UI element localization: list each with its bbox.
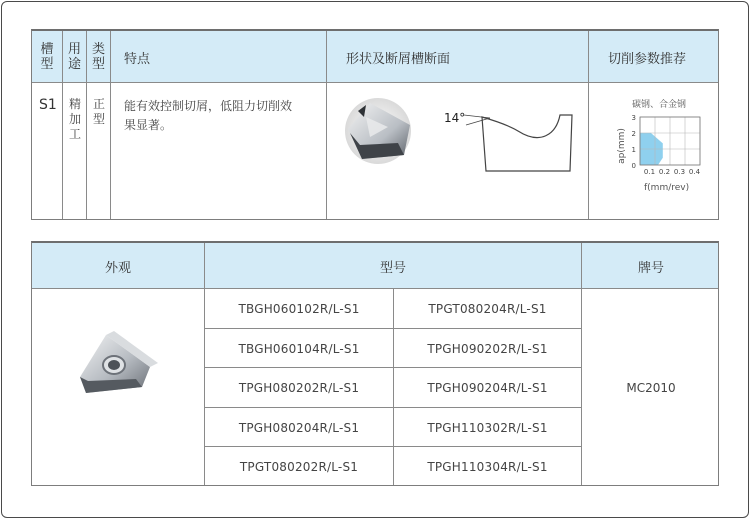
header-features: 特点 (124, 51, 151, 67)
header-grade: 牌号 (637, 260, 664, 276)
header-shape: 形状及断屑槽断面 (346, 51, 451, 67)
rake-angle-label: 14° (444, 111, 466, 125)
header-groove-type: 槽 型 (40, 42, 54, 72)
usage-value: 精 加 工 (68, 97, 81, 141)
groove-cross-section (462, 105, 582, 175)
header-appearance: 外观 (104, 260, 131, 276)
model-cell: TPGH080202R/L-S1 (238, 380, 360, 395)
model-cell: TPGT080204R/L-S1 (428, 301, 547, 316)
param-xtick: 0.1 (643, 168, 656, 176)
param-ytick: 2 (631, 130, 636, 138)
model-cell: TPGH110304R/L-S1 (427, 459, 548, 474)
param-ytick: 1 (631, 146, 636, 154)
model-cell: TPGT080202R/L-S1 (239, 459, 359, 474)
param-chart (626, 111, 706, 179)
groove-code: S1 (39, 97, 57, 113)
model-cell: TPGH090202R/L-S1 (427, 341, 548, 356)
header-params: 切削参数推荐 (608, 51, 687, 67)
param-xtick: 0.2 (658, 168, 671, 176)
groove-spec-table (31, 29, 719, 220)
param-chart-xlabel: f(mm/rev) (644, 183, 690, 193)
header-model: 型号 (379, 260, 406, 276)
header-type: 类 型 (91, 42, 105, 72)
grade-value: MC2010 (626, 380, 676, 395)
model-cell: TBGH060104R/L-S1 (238, 341, 360, 356)
model-cell: TPGH110302R/L-S1 (427, 420, 548, 435)
param-ytick: 3 (631, 114, 636, 122)
insert-corner-image (340, 97, 416, 165)
param-xtick: 0.4 (688, 168, 701, 176)
model-table (31, 241, 719, 486)
param-chart-title: 碳钢、合金钢 (632, 100, 687, 110)
header-usage: 用 途 (67, 42, 81, 72)
model-cell: TPGH090204R/L-S1 (427, 380, 548, 395)
model-cell: TPGH080204R/L-S1 (238, 420, 360, 435)
type-value: 正 型 (92, 97, 105, 126)
model-cell: TBGH060102R/L-S1 (238, 301, 360, 316)
param-xtick: 0.3 (673, 168, 686, 176)
param-chart-ylabel: ap(mm) (616, 128, 627, 164)
param-ytick: 0 (631, 162, 636, 170)
feature-text: 能有效控制切屑，低阻力切削效 果显著。 (124, 99, 293, 132)
insert-appearance-image (78, 327, 160, 397)
